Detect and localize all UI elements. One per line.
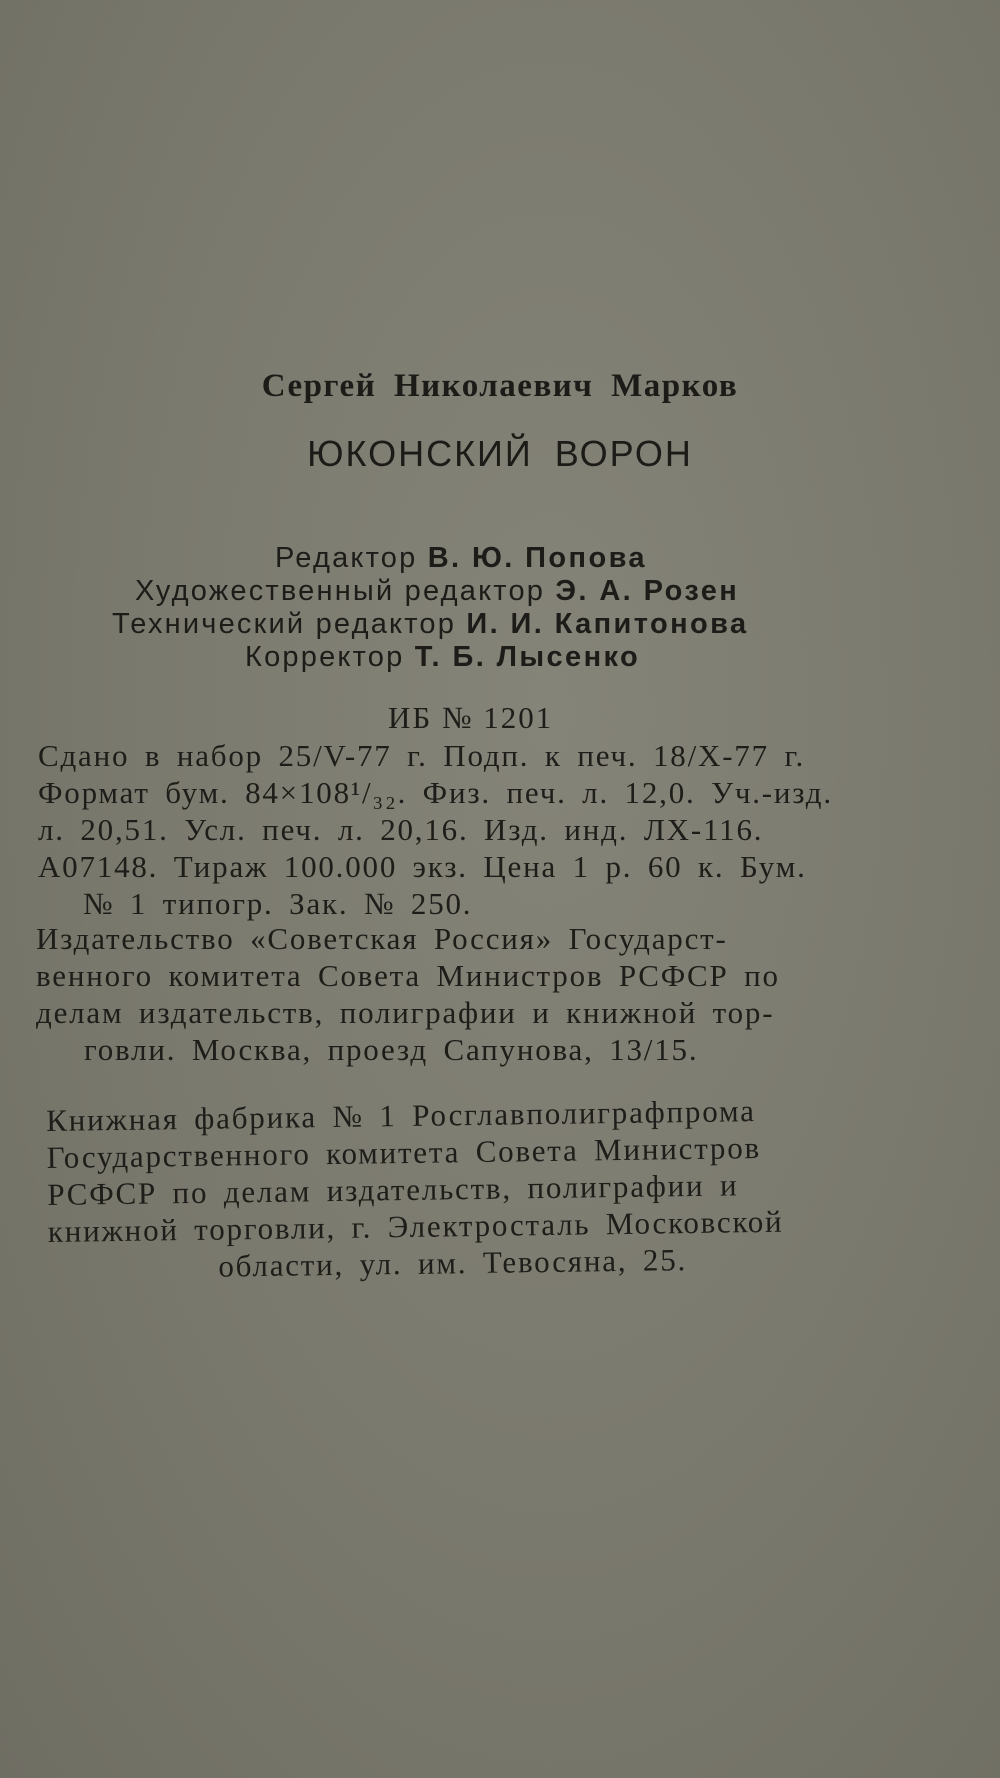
printer-line: области, ул. им. Тевосяна, 25. [218, 1242, 688, 1284]
credit-role: Технический редактор [112, 608, 467, 640]
credits-block [0, 542, 1000, 674]
publisher-line: венного комитета Совета Министров РСФСР по [36, 958, 780, 993]
publisher-block [36, 920, 971, 1068]
credit-person: Т. Б. Лысенко [414, 641, 641, 673]
printer-line: РСФСР по делам издательств, полиграфии и [47, 1167, 739, 1212]
credit-art-editor [135, 575, 1000, 608]
credit-editor [275, 542, 1000, 575]
ib-number: ИБ № 1201 [388, 700, 554, 735]
book-title: ЮКОНСКИЙ ВОРОН [307, 433, 693, 474]
imprint-line: Сдано в набор 25/V-77 г. Подп. к печ. 18/X-77 г. [38, 738, 806, 773]
printer-line: Государственного комитета Совета Министров [46, 1130, 762, 1175]
credit-proofreader [245, 641, 1000, 674]
credit-role: Корректор [245, 641, 415, 673]
imprint-block [38, 737, 968, 922]
imprint-line: № 1 типогр. Зак. № 250. [83, 886, 473, 921]
credit-role: Художественный редактор [135, 575, 556, 607]
publisher-line: Издательство «Советская Россия» Государст- [36, 921, 728, 956]
author-name: Сергей Николаевич Марков [261, 368, 739, 404]
credit-person: И. И. Капитонова [466, 608, 749, 640]
publisher-line: говли. Москва, проезд Сапунова, 13/15. [84, 1032, 699, 1067]
printer-line: Книжная фабрика № 1 Росглавполиграфпрома [46, 1093, 756, 1138]
printer-block [46, 1089, 983, 1287]
credit-role: Редактор [275, 542, 428, 574]
imprint-line: л. 20,51. Усл. печ. л. 20,16. Изд. инд. ЛХ-116. [38, 812, 764, 847]
imprint-line: Формат бум. 84×108¹/₃₂. Физ. печ. л. 12,0. Уч.-изд. [38, 775, 833, 810]
publisher-line: делам издательств, полиграфии и книжной тор- [36, 995, 775, 1030]
credit-tech-editor [112, 608, 1000, 641]
imprint-line: А07148. Тираж 100.000 экз. Цена 1 р. 60 к. Бум. [38, 849, 807, 884]
credit-person: В. Ю. Попова [427, 542, 647, 574]
credit-person: Э. А. Розен [555, 575, 740, 607]
printer-line: книжной торговли, г. Электросталь Московской [47, 1203, 784, 1249]
